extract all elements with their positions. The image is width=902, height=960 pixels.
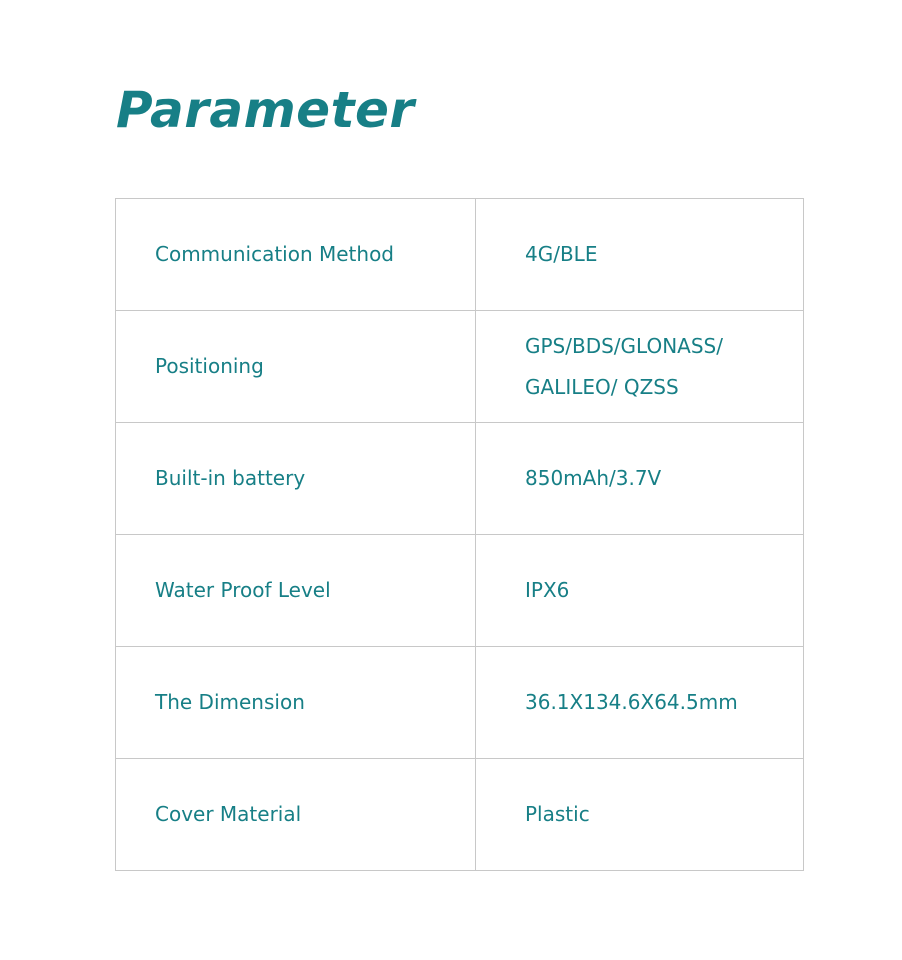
row-value-water-proof-level: IPX6 <box>476 535 804 647</box>
row-label-positioning: Positioning <box>116 311 476 423</box>
row-label-cover-material: Cover Material <box>116 759 476 871</box>
row-value-cover-material: Plastic <box>476 759 804 871</box>
table-row <box>116 199 804 311</box>
row-label-built-in-battery: Built-in battery <box>116 423 476 535</box>
parameter-table <box>115 198 804 871</box>
row-label-water-proof-level: Water Proof Level <box>116 535 476 647</box>
table-row <box>116 535 804 647</box>
table-row <box>116 423 804 535</box>
row-value-positioning: GPS/BDS/GLONASS/ GALILEO/ QZSS <box>476 311 804 423</box>
table-row <box>116 759 804 871</box>
row-value-built-in-battery: 850mAh/3.7V <box>476 423 804 535</box>
row-value-dimension: 36.1X134.6X64.5mm <box>476 647 804 759</box>
row-label-communication-method: Communication Method <box>116 199 476 311</box>
table-row <box>116 647 804 759</box>
row-label-dimension: The Dimension <box>116 647 476 759</box>
table-row <box>116 311 804 423</box>
row-value-communication-method: 4G/BLE <box>476 199 804 311</box>
page-title: Parameter <box>116 81 415 139</box>
